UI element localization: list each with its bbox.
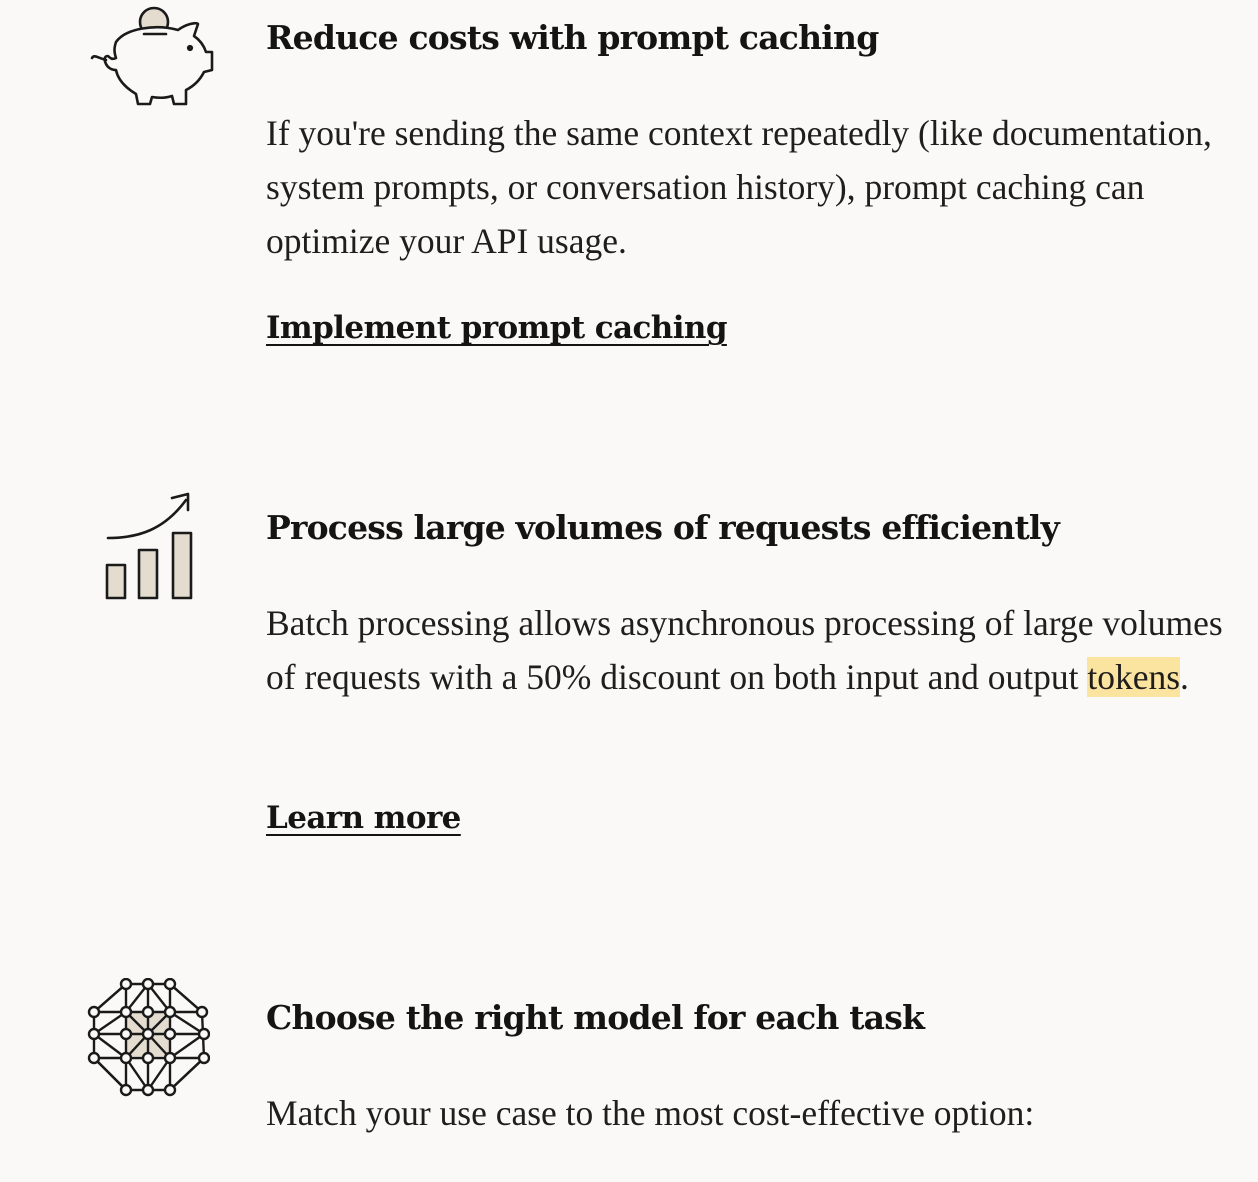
- highlighted-term: tokens: [1087, 657, 1181, 697]
- section-description: If you're sending the same context repeatedly (like documentation, system prompts, or conversation history), prompt caching can optimize your API usage.: [266, 113, 1212, 261]
- description-text: Batch processing allows asynchronous processing of large volumes of requests with a 50% discount on both input and output: [266, 603, 1223, 697]
- network-grid-icon: [86, 978, 216, 1108]
- description-end: .: [1180, 657, 1189, 697]
- section-heading: Process large volumes of requests efficiently: [266, 508, 1060, 547]
- section-description: Match your use case to the most cost-effective option:: [266, 1093, 1035, 1133]
- section-heading: Choose the right model for each task: [266, 998, 925, 1037]
- learn-more-link[interactable]: Learn more: [266, 800, 461, 836]
- bar-chart-growth-icon: [98, 490, 228, 620]
- piggy-bank-icon: [86, 2, 216, 132]
- section-description: [266, 596, 1226, 704]
- implement-prompt-caching-link[interactable]: Implement prompt caching: [266, 310, 727, 346]
- section-heading: Reduce costs with prompt caching: [266, 18, 879, 57]
